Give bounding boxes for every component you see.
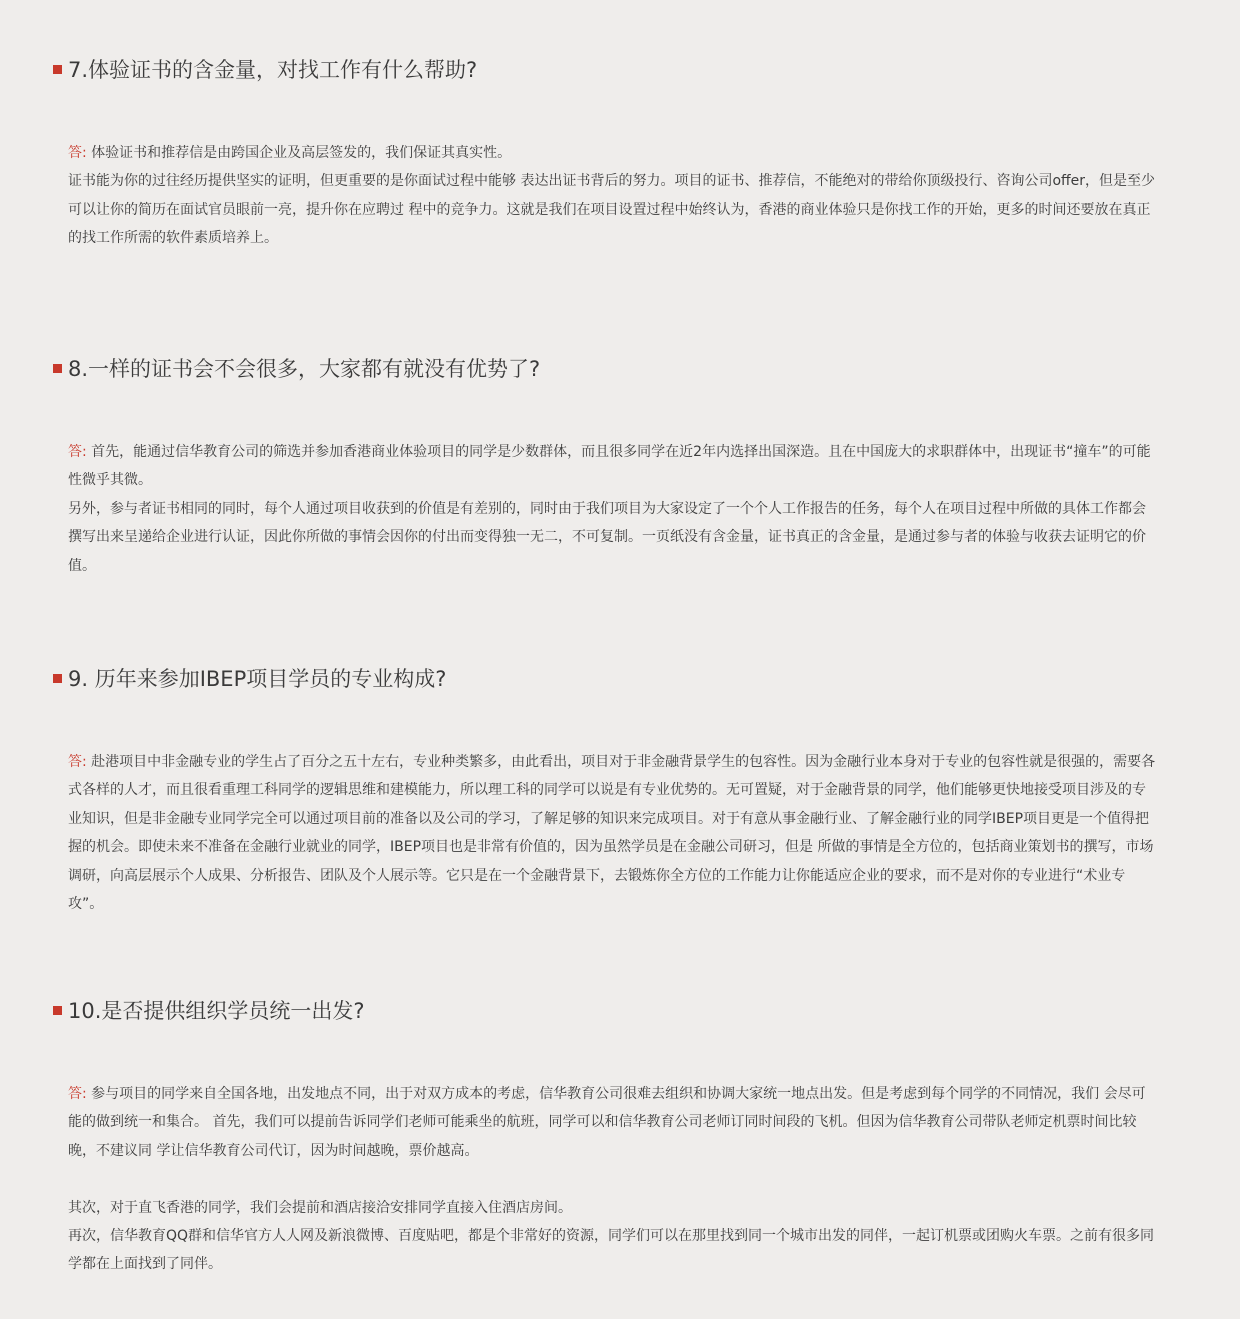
answer-paragraph: 其次，对于直飞香港的同学，我们会提前和酒店接洽安排同学直接入住酒店房间。 [68,1199,572,1216]
answer-label: 答: [68,1086,87,1102]
answer-paragraph: 证书能为你的过往经历提供坚实的证明，但更重要的是你面试过程中能够 表达出证书背后的努力。项目的证书、推荐信，不能绝对的带给你顶级投行、咨询公司offer，但是至少可以让你的简历在面试官员眼前一亮，提升你在应聘过 程中的竞争力。这就是我们在项目设置过程中始终认为，香港的商业体验只是你找工作的开始，更多的时间还要放在真正的找工作所需的软件素质培养上。 [68,173,1156,247]
question-title [53,997,365,1025]
question-text: 8.一样的证书会不会很多，大家都有就没有优势了? [68,357,541,381]
answer-block [68,438,1158,580]
answer-paragraph [68,139,1158,167]
square-bullet-icon [53,674,62,683]
question-text: 7.体验证书的含金量，对找工作有什么帮助? [68,58,478,82]
answer-label: 答: [68,444,87,460]
question-text: 10.是否提供组织学员统一出发? [68,999,365,1023]
answer-block [68,748,1158,918]
answer-text: 赴港项目中非金融专业的学生占了百分之五十左右，专业种类繁多，由此看出，项目对于非金融背景学生的包容性。因为金融行业本身对于专业的包容性就是很强的，需要各式各样的人才，而且很看重理工科同学的逻辑思维和建模能力，所以理工科的同学可以说是有专业优势的。无可置疑，对于金融背景的同学，他们能够更快地接受项目涉及的专业知识，但是非金融专业同学完全可以通过项目前的准备以及公司的学习，了解足够的知识来完成项目。对于有意从事金融行业、了解金融行业的同学IBEP项目更是一个值得把握的机会。即使未来不准备在金融行业就业的同学，IBEP项目也是非常有价值的，因为虽然学员是在金融公司研习，但是 所做的事情是全方位的，包括商业策划书的撰写，市场调研，向高层展示个人成果、分析报告、团队及个人展示等。它只是在一个金融背景下，去锻炼你全方位的工作能力让你能适应企业的要求，而不是对你的专业进行“术业专攻”。 [68,754,1156,913]
answer-paragraph [68,748,1158,918]
answer-block [68,1080,1158,1279]
question-title [53,355,540,383]
answer-paragraph: 再次，信华教育QQ群和信华官方人人网及新浪微博、百度贴吧，都是个非常好的资源，同学们可以在那里找到同一个城市出发的同伴，一起订机票或团购火车票。之前有很多同学都在上面找到了同伴。 [68,1228,1155,1273]
answer-block [68,139,1158,253]
answer-paragraph [68,1080,1158,1165]
question-title [53,56,477,84]
answer-label: 答: [68,145,87,161]
square-bullet-icon [53,65,62,74]
square-bullet-icon [53,1006,62,1015]
question-text: 9. 历年来参加IBEP项目学员的专业构成? [68,667,447,691]
answer-paragraph: 另外，参与者证书相同的同时，每个人通过项目收获到的价值是有差别的，同时由于我们项目为大家设定了一个个人工作报告的任务，每个人在项目过程中所做的具体工作都会撰写出来呈递给企业进行认证，因此你所做的事情会因你的付出而变得独一无二，不可复制。一页纸没有含金量，证书真正的含金量，是通过参与者的体验与收获去证明它的价值。 [68,500,1146,574]
answer-paragraph [68,438,1158,495]
answer-text: 参与项目的同学来自全国各地，出发地点不同，出于对双方成本的考虑，信华教育公司很难去组织和协调大家统一地点出发。但是考虑到每个同学的不同情况，我们 会尽可能的做到统一和集合。 首先，我们可以提前告诉同学们老师可能乘坐的航班，同学可以和信华教育公司老师订同时间段的飞机。但因为信华教育公司带队老师定机票时间比较晚，不建议同 学让信华教育公司代订，因为时间越晚，票价越高。 [68,1086,1146,1159]
paragraph-spacer [68,1165,1158,1193]
question-title [53,665,446,693]
answer-text: 首先，能通过信华教育公司的筛选并参加香港商业体验项目的同学是少数群体，而且很多同学在近2年内选择出国深造。且在中国庞大的求职群体中，出现证书“撞车”的可能性微乎其微。 [68,444,1151,489]
answer-label: 答: [68,754,87,770]
answer-text: 体验证书和推荐信是由跨国企业及高层签发的，我们保证其真实性。 [91,145,512,161]
square-bullet-icon [53,364,62,373]
